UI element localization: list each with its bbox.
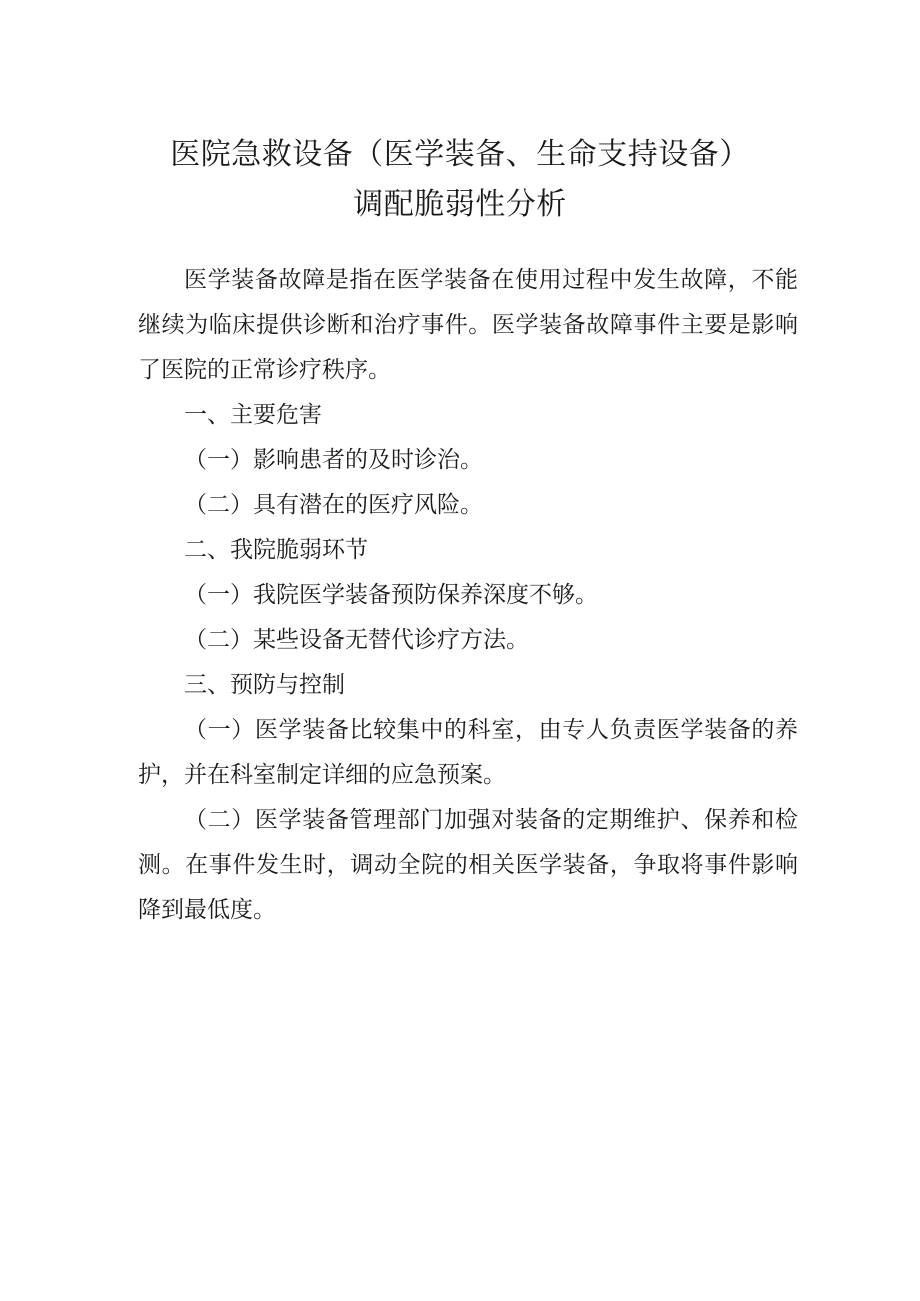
title-line-2: 调配脆弱性分析 (353, 187, 567, 222)
list-item-weak-point-1: （一）我院医学装备预防保养深度不够。 (184, 582, 598, 608)
document-body (138, 258, 798, 933)
title-line-1: 医院急救设备（医学装备、生命支持设备） (170, 137, 750, 172)
section-heading-hazards: 一、主要危害 (184, 402, 322, 428)
list-item-prevention-2: （二）医学装备管理部门加强对装备的定期维护、保养和检测。在事件发生时，调动全院的相关医学装备，争取将事件影响降到最低度。 (138, 807, 798, 923)
list-item-hazard-2: （二）具有潜在的医疗风险。 (184, 492, 483, 518)
section-heading-weak-points: 二、我院脆弱环节 (184, 537, 368, 563)
list-item-prevention-1: （一）医学装备比较集中的科室，由专人负责医学装备的养护，并在科室制定详细的应急预案。 (138, 717, 798, 788)
list-item-hazard-1: （一）影响患者的及时诊治。 (184, 447, 483, 473)
intro-paragraph: 医学装备故障是指在医学装备在使用过程中发生故障，不能继续为临床提供诊断和治疗事件。医学装备故障事件主要是影响了医院的正常诊疗秩序。 (138, 267, 798, 383)
list-item-weak-point-2: （二）某些设备无替代诊疗方法。 (184, 627, 529, 653)
document-title (0, 130, 920, 230)
section-heading-prevention: 三、预防与控制 (184, 672, 345, 698)
